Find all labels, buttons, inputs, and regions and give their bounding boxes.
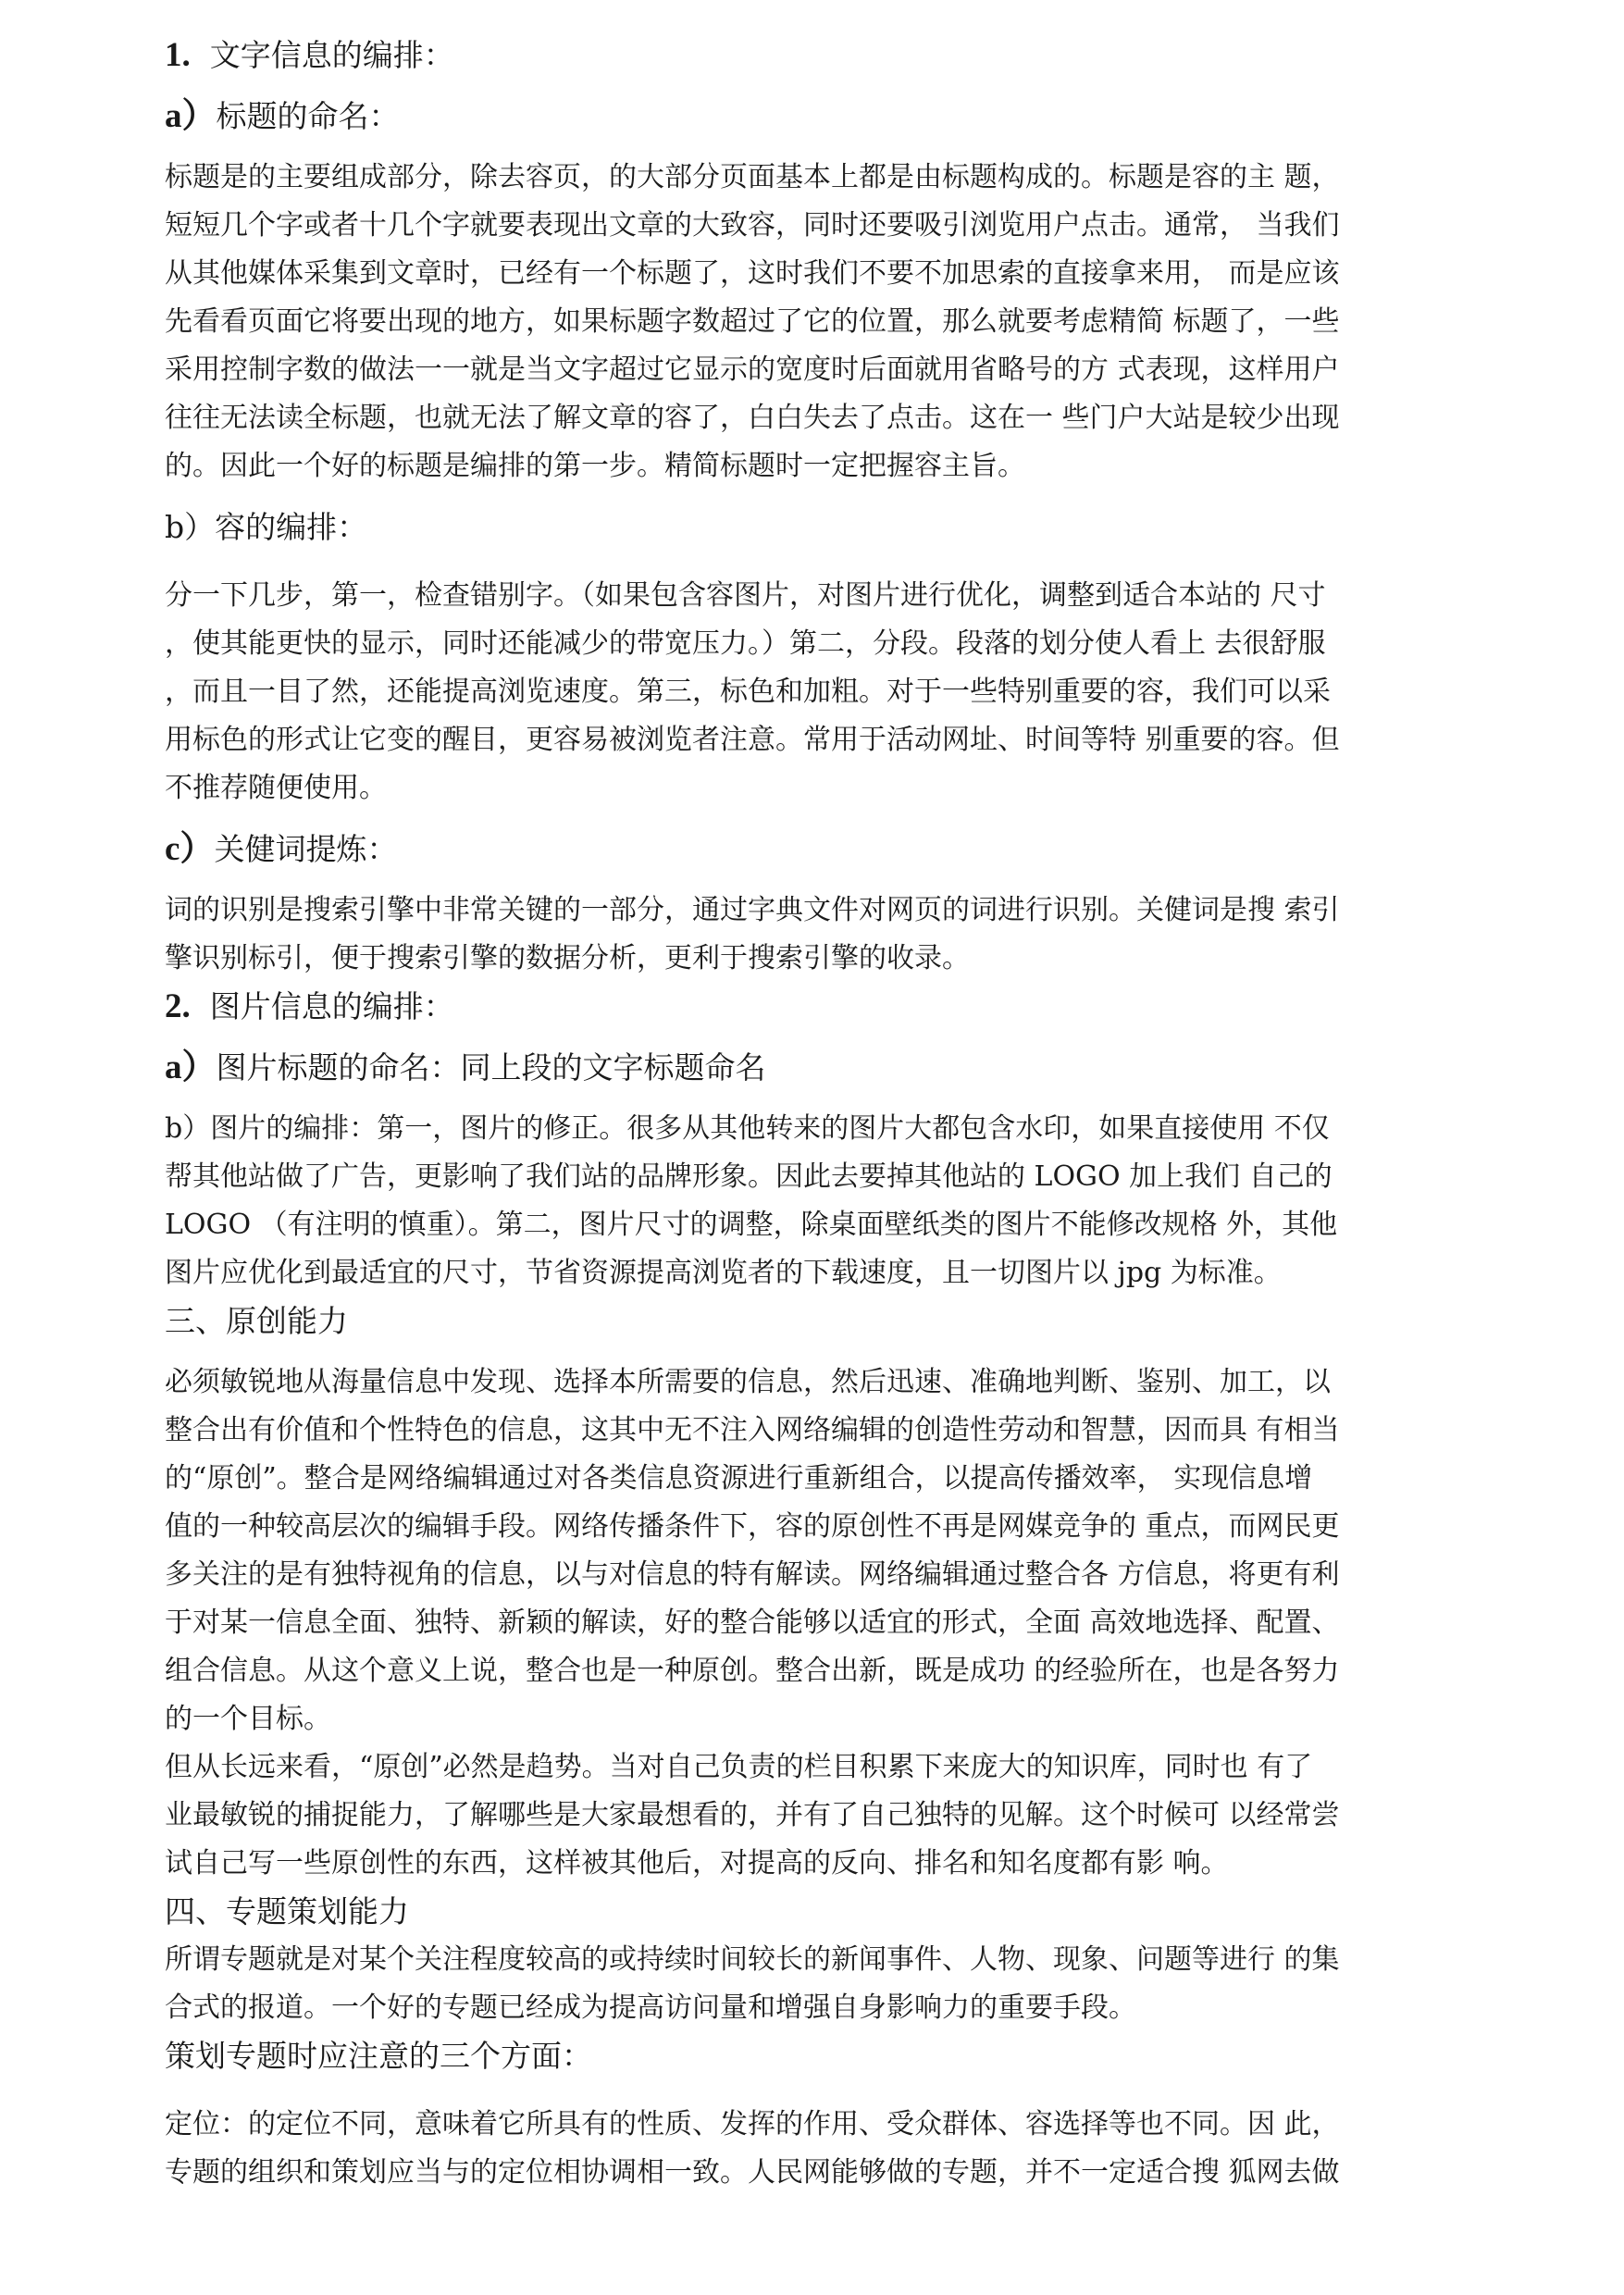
text-line: 所谓专题就是对某个关注程度较高的或持续时间较长的新闻事件、人物、现象、问题等进行 的集 xyxy=(165,1943,1340,1976)
text-line: 于对某一信息全面、独特、新颖的解读，好的整合能够以适宜的形式，全面 高效地选择、配置、 xyxy=(165,1606,1340,1639)
text-line: 用标色的形式让它变的醒目，更容易被浏览者注意。常用于活动网址、时间等特 别重要的容。但 xyxy=(165,724,1340,756)
paragraph-originality-trend xyxy=(165,1743,1474,1888)
paragraph-special-topic xyxy=(165,1936,1474,2032)
text-line: 定位：的定位不同，意味着它所具有的性质、发挥的作用、受众群体、容选择等也不同。因 此， xyxy=(165,2108,1340,2140)
text-line: 专题的组织和策划应当与的定位相协调相一致。人民网能够做的专题，并不一定适合搜 狐网去做 xyxy=(165,2156,1340,2189)
text-line: 标题是的主要组成部分，除去容页，的大部分页面基本上都是由标题构成的。标题是容的主 题， xyxy=(165,161,1340,193)
paragraph-title-naming xyxy=(165,154,1474,490)
text-line: 值的一种较高层次的编辑手段。网络传播条件下，容的原创性不再是网媒竞争的 重点，而网民更 xyxy=(165,1510,1340,1543)
text-line: LOGO （有注明的慎重）。第二，图片尺寸的调整，除桌面壁纸类的图片不能修改规格 外，其他 xyxy=(165,1209,1338,1241)
section-heading-3: 三、原创能力 xyxy=(165,1303,348,1339)
section-heading-4: 四、专题策划能力 xyxy=(165,1893,409,1929)
text-line: 从其他媒体采集到文章时，已经有一个标题了，这时我们不要不加思索的直接拿来用， 而是应该 xyxy=(165,257,1340,290)
text-line: 但从长远来看，“原创”必然是趋势。当对自己负责的栏目积累下来庞大的知识库，同时也 有了 xyxy=(165,1751,1313,1783)
text-line: 词的识别是搜索引擎中非常关键的一部分，通过字典文件对网页的词进行识别。关健词是搜 索引 xyxy=(165,894,1340,926)
text-line: 图片应优化到最适宜的尺寸，节省资源提高浏览者的下载速度，且一切图片以 jpg 为标准。 xyxy=(165,1257,1282,1289)
text-line: 帮其他站做了广告，更影响了我们站的品牌形象。因此去要掉其他站的 LOGO 加上我们 自己的 xyxy=(165,1160,1333,1193)
text-line: 业最敏锐的捕捉能力，了解哪些是大家最想看的，并有了自己独特的见解。这个时候可 以经常尝 xyxy=(165,1799,1340,1831)
text-line: b）图片的编排：第一，图片的修正。很多从其他转来的图片大都包含水印，如果直接使用 不仅 xyxy=(165,1112,1330,1145)
text-line: ，使其能更快的显示，同时还能减少的带宽压力。）第二，分段。段落的划分使人看上 去很舒服 xyxy=(165,627,1326,660)
text-line: 分一下几步，第一，检查错别字。（如果包含容图片，对图片进行优化，调整到适合本站的 尺寸 xyxy=(165,579,1326,612)
paragraph-keywords xyxy=(165,887,1474,983)
text-line: 合式的报道。一个好的专题已经成为提高访问量和增强自身影响力的重要手段。 xyxy=(165,1991,1136,2024)
text-line: 往往无法读全标题，也就无法了解文章的容了，白白失去了点击。这在一 些门户大站是较少出现 xyxy=(165,402,1340,434)
text-line: 组合信息。从这个意义上说，整合也是一种原创。整合出新，既是成功 的经验所在，也是各努力 xyxy=(165,1655,1340,1687)
text-line: 的。因此一个好的标题是编排的第一步。精简标题时一定把握容主旨。 xyxy=(165,450,1025,482)
paragraph-positioning xyxy=(165,2101,1474,2197)
subheading-a2-image-title: a）图片标题的命名：同上段的文字标题命名 xyxy=(165,1048,766,1086)
paragraph-image-layout xyxy=(165,1105,1474,1297)
text-line: 采用控制字数的做法一一就是当文字超过它显示的宽度时后面就用省略号的方 式表现，这样用户 xyxy=(165,354,1340,386)
text-line: 必须敏锐地从海量信息中发现、选择本所需要的信息，然后迅速、准确地判断、鉴别、加工，以 xyxy=(165,1366,1331,1398)
paragraph-originality xyxy=(165,1358,1474,1743)
text-line: 试自己写一些原创性的东西，这样被其他后，对提高的反向、排名和知名度都有影 响。 xyxy=(165,1847,1229,1879)
subheading-planning-aspects: 策划专题时应注意的三个方面： xyxy=(165,2038,592,2074)
text-line: 短短几个字或者十几个字就要表现出文章的大致容，同时还要吸引浏览用户点击。通常， 当我们 xyxy=(165,209,1340,242)
text-line: 整合出有价值和个性特色的信息，这其中无不注入网络编辑的创造性劳动和智慧，因而具 有相当 xyxy=(165,1414,1340,1446)
subheading-a-title-naming: a）标题的命名： xyxy=(165,97,400,135)
text-line: 先看看页面它将要出现的地方，如果标题字数超过了它的位置，那么就要考虑精简 标题了，一些 xyxy=(165,305,1340,338)
text-line: 不推荐随便使用。 xyxy=(165,772,387,804)
subheading-b-content-layout: b）容的编排： xyxy=(165,509,368,545)
paragraph-content-layout xyxy=(165,572,1474,813)
section-heading-1: 1. 文字信息的编排： xyxy=(165,36,454,74)
text-line: ，而且一目了然，还能提高浏览速度。第三，标色和加粗。对于一些特别重要的容，我们可以采 xyxy=(165,676,1331,708)
section-heading-2: 2. 图片信息的编排： xyxy=(165,987,454,1025)
text-line: 的“原创”。整合是网络编辑通过对各类信息资源进行重新组合，以提高传播效率， 实现信息增 xyxy=(165,1462,1313,1495)
text-line: 多关注的是有独特视角的信息，以与对信息的特有解读。网络编辑通过整合各 方信息，将更有利 xyxy=(165,1558,1340,1591)
document-body xyxy=(165,31,1474,2197)
subheading-c-keywords: c）关健词提炼： xyxy=(165,830,398,868)
text-line: 擎识别标引，便于搜索引擎的数据分析，更利于搜索引擎的收录。 xyxy=(165,942,970,974)
text-line: 的一个目标。 xyxy=(165,1703,331,1735)
